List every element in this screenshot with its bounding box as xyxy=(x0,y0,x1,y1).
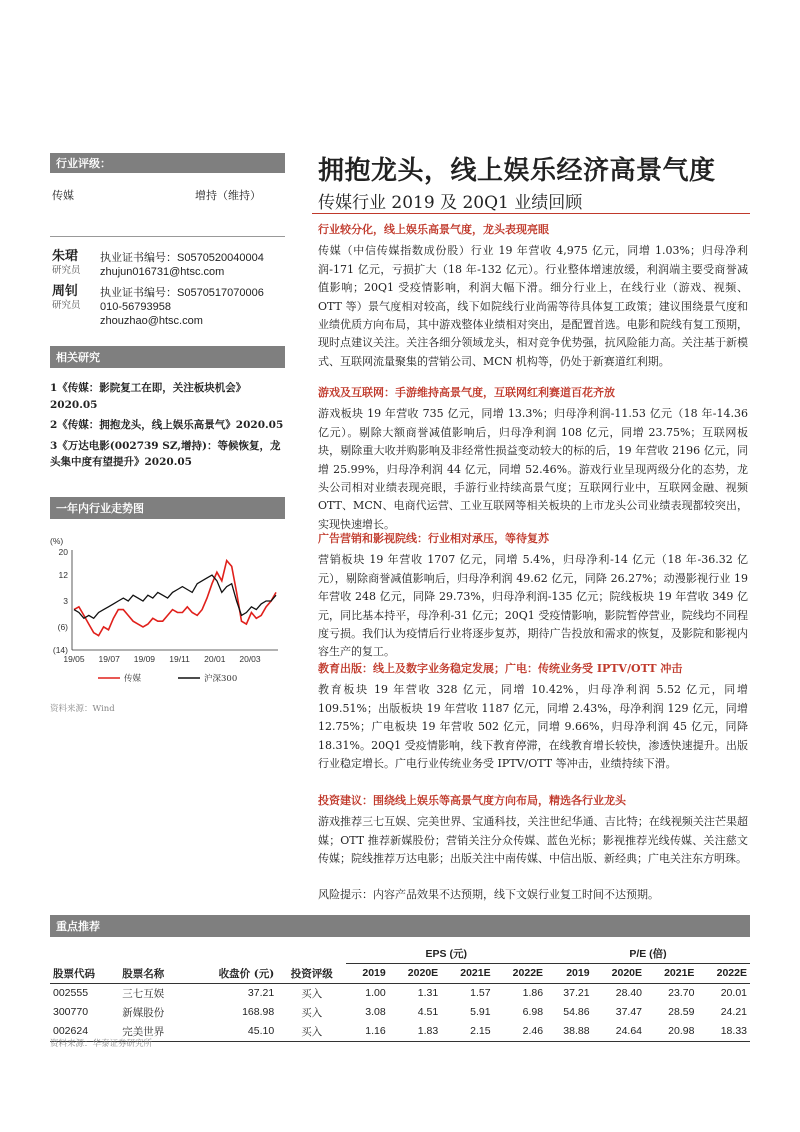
y-tick-label: 12 xyxy=(58,570,68,581)
section-heading: 投资建议：围绕线上娱乐等高景气度方向布局，精选各行业龙头 xyxy=(318,794,626,807)
y-tick-label: 20 xyxy=(58,547,68,557)
series-line-media xyxy=(74,561,276,636)
recommendations-label: 重点推荐 xyxy=(56,921,100,933)
rating: 买入 xyxy=(301,987,323,1000)
related-item[interactable]: 2《传媒：拥抱龙头，线上娱乐高景气》2020.05 xyxy=(50,419,284,431)
pe-2021e: 20.98 xyxy=(668,1025,695,1037)
y-axis-label: (%) xyxy=(50,536,64,546)
pe-2021e: 23.70 xyxy=(668,987,695,999)
legend-label-hs300: 沪深300 xyxy=(204,674,238,684)
eps-2020e: 1.31 xyxy=(417,987,439,999)
x-tick-label: 20/03 xyxy=(239,654,261,664)
trend-bar xyxy=(50,497,285,519)
stock-code: 300770 xyxy=(53,1006,89,1018)
pe-2019: 38.88 xyxy=(563,1025,590,1037)
eps-2022e: 1.86 xyxy=(522,987,544,999)
y-tick-label: (14) xyxy=(52,645,68,655)
analyst-2-contact xyxy=(100,286,264,328)
recommendations-bar xyxy=(50,915,750,937)
y-tick-label: (6) xyxy=(57,621,68,632)
section-games-internet xyxy=(318,384,748,534)
pe-2020e: 28.40 xyxy=(615,987,643,999)
eps-2019: 1.16 xyxy=(365,1025,386,1037)
close-price: 168.98 xyxy=(242,1006,275,1018)
table-header-row xyxy=(50,964,750,984)
analyst-name: 朱珺 xyxy=(52,249,79,264)
section-heading: 行业较分化，线上娱乐高景气度，龙头表现亮眼 xyxy=(318,223,549,236)
section-body: 教育板块 19 年营收 328 亿元，同增 10.42%，归母净利润 5.52 亿元，同增 109.51%；出版板块 19 年营收 1187 亿元，同增 2.43%，母净利润 129 亿元，同增 12.75%；广电板块 19 年营收 502 亿元，同增 9.66%，归母净利润 45 亿元，同降 18.31%。20Q1 受疫情影响，线下教育停滞，在线教育增长较快，渗透快速提升。出版行业稳定增长。广电行业传统业务受 IPTV/OTT 等冲击，业绩持续下滑。 xyxy=(318,683,748,771)
related-research-list xyxy=(50,380,290,471)
analyst-email[interactable]: zhujun016731@htsc.com xyxy=(100,266,225,278)
stock-code: 002555 xyxy=(53,987,89,999)
col-header: 2020E xyxy=(407,967,439,980)
col-header: 收盘价 (元) xyxy=(218,967,275,980)
legend-label-media: 传媒 xyxy=(124,674,142,684)
section-heading: 游戏及互联网：手游维持高景气度，互联网红利赛道百花齐放 xyxy=(318,386,615,399)
rating-divider xyxy=(50,236,285,237)
col-header: 2021E xyxy=(460,967,491,980)
table-group-header xyxy=(50,942,750,964)
rating-bar xyxy=(50,153,285,173)
analyst-role: 研究员 xyxy=(52,265,81,276)
col-header: 投资评级 xyxy=(290,967,333,980)
cert-label: 执业证书编号： xyxy=(100,251,177,264)
eps-2021e: 1.57 xyxy=(470,987,491,999)
eps-2019: 3.08 xyxy=(365,1006,386,1018)
close-price: 45.10 xyxy=(247,1025,275,1037)
eps-2021e: 2.15 xyxy=(470,1025,491,1037)
table-row xyxy=(50,1022,750,1042)
eps-2022e: 6.98 xyxy=(522,1006,544,1018)
section-body: 游戏板块 19 年营收 735 亿元，同增 13.3%；归母净利润-11.53 亿元（18 年-14.36 亿元）。剔除大额商誉减值影响后，归母净利润 108 亿元，同增 23.75%；互联网板块，剔除重大收并购影响及非经常性损益变动较大的标的后，19 年营收 2196 亿元，同增 25.99%，归母净利润 44 亿元，同增 52.46%。游戏行业呈现两级分化的态势，龙头公司相对业绩表现亮眼，手游行业持续高景气度；互联网行业中，互联网金融、视频 OTT、MCN、电商代运营、工业互联网等相关板块的上市龙头公司业绩表现都较突出，实现快速增长。 xyxy=(318,407,748,531)
pe-2022e: 24.21 xyxy=(720,1006,747,1018)
x-tick-label: 19/05 xyxy=(63,654,85,664)
analyst-1 xyxy=(52,250,81,278)
close-price: 37.21 xyxy=(247,987,275,999)
analyst-2 xyxy=(52,285,81,313)
stock-name: 三七互娱 xyxy=(122,987,165,1000)
rating: 买入 xyxy=(301,1006,323,1019)
col-header: 2021E xyxy=(664,967,695,980)
recommendations-table xyxy=(50,942,750,1042)
trend-label: 一年内行业走势图 xyxy=(56,503,144,515)
col-header: 2019 xyxy=(362,967,386,980)
related-item[interactable]: 1《传媒：影院复工在即，关注板块机会》2020.05 xyxy=(50,382,247,411)
industry-rating: 增持（维持） xyxy=(195,189,261,202)
pe-2020e: 24.64 xyxy=(615,1025,643,1037)
eps-2019: 1.00 xyxy=(365,987,386,999)
pe-group-label: P/E (倍) xyxy=(546,942,750,964)
related-label: 相关研究 xyxy=(56,352,100,364)
analyst-email[interactable]: zhouzhao@htsc.com xyxy=(100,315,203,327)
pe-2019: 54.86 xyxy=(563,1006,590,1018)
cert-number: S0570517070006 xyxy=(177,287,264,299)
pe-2019: 37.21 xyxy=(563,987,590,999)
col-header: 2022E xyxy=(512,967,544,980)
eps-2020e: 4.51 xyxy=(417,1006,439,1018)
x-tick-label: 19/07 xyxy=(98,654,120,664)
analyst-phone: 010-56793958 xyxy=(100,301,171,313)
rating-label: 行业评级： xyxy=(56,158,111,170)
risk-warning: 风险提示：内容产品效果不达预期，线下文娱行业复工时间不达预期。 xyxy=(318,888,659,901)
chart-source: 资料来源：Wind xyxy=(50,704,115,714)
eps-2022e: 2.46 xyxy=(522,1025,544,1037)
eps-group-label: EPS (元) xyxy=(346,942,546,964)
section-advertising-film xyxy=(318,530,748,662)
x-tick-label: 20/01 xyxy=(204,654,226,664)
section-heading: 广告营销和影视院线：行业相对承压，等待复苏 xyxy=(318,532,549,545)
analyst-role: 研究员 xyxy=(52,300,81,311)
eps-2020e: 1.83 xyxy=(417,1025,439,1037)
section-body: 传媒（中信传媒指数成份股）行业 19 年营收 4,975 亿元，同增 1.03%；归母净利润-171 亿元，亏损扩大（18 年-132 亿元）。行业整体增速放缓，利润端主要受商誉减值影响；20Q1 受疫情影响，利润大幅下滑。细分行业上，在线行业（游戏、视频、OTT 等）景气度相对较高，线下如院线行业尚需等待具体复工政策；建议围绕景气度和业绩优质方向布局，其中游戏整体业绩相对突出，是配置首选。电影和院线有复工预期，现时点建议关注。关注各细分领域龙头，相对竞争优势强，抗风险能力高。关注基于新模式、互联网流量聚集的营销公司、MCN 机构等，仍处于新赛道红利期。 xyxy=(318,244,748,368)
industry-trend-chart xyxy=(50,532,290,692)
pe-2022e: 18.33 xyxy=(720,1025,747,1037)
stock-name: 新媒股份 xyxy=(122,1006,165,1019)
col-header: 2019 xyxy=(566,967,590,980)
section-education-publishing xyxy=(318,660,748,773)
rating: 买入 xyxy=(301,1025,323,1038)
section-heading: 教育出版：线上及数字业务稳定发展；广电：传统业务受 IPTV/OTT 冲击 xyxy=(318,662,683,675)
table-row xyxy=(50,983,750,1003)
stock-code: 002624 xyxy=(53,1025,89,1037)
table-row xyxy=(50,1003,750,1022)
section-industry-overview xyxy=(318,221,748,371)
table-source: 资料来源：华泰证券研究所 xyxy=(50,1039,153,1049)
pe-2022e: 20.01 xyxy=(720,987,747,999)
report-subtitle: 传媒行业 2019 及 20Q1 业绩回顾 xyxy=(318,193,583,213)
analyst-1-contact xyxy=(100,251,264,279)
col-header: 2022E xyxy=(716,967,747,980)
x-tick-label: 19/09 xyxy=(133,654,156,664)
industry-name: 传媒 xyxy=(52,189,74,202)
related-item[interactable]: 3《万达电影(002739 SZ,增持)：等候恢复，龙头集中度有望提升》2020.05 xyxy=(50,439,281,468)
cert-label: 执业证书编号： xyxy=(100,286,177,299)
report-title: 拥抱龙头，线上娱乐经济高景气度 xyxy=(318,156,716,186)
section-body: 游戏推荐三七互娱、完美世界、宝通科技，关注世纪华通、吉比特；在线视频关注芒果超媒；OTT 推荐新媒股份；营销关注分众传媒、蓝色光标；影视推荐光线传媒、关注慈文传媒；院线推荐万达电影；出版关注中南传媒、中信出版、新经典；广电关注东方明珠。 xyxy=(318,815,748,866)
cert-number: S0570520040004 xyxy=(177,252,264,264)
eps-2021e: 5.91 xyxy=(470,1006,491,1018)
pe-2020e: 37.47 xyxy=(615,1006,643,1018)
col-header: 股票代码 xyxy=(53,967,95,980)
x-tick-label: 19/11 xyxy=(169,654,190,664)
y-tick-label: 3 xyxy=(63,596,68,606)
analyst-name: 周钊 xyxy=(52,284,79,299)
col-header: 股票名称 xyxy=(122,967,165,980)
section-body: 营销板块 19 年营收 1707 亿元，同增 5.4%，归母净利-14 亿元（18 年-36.32 亿元），剔除商誉减值影响后，归母净利润 49.62 亿元，同降 26.27%；动漫影视行业 19 年营收 248 亿元，同降 29.73%，归母净利润-135 亿元；院线板块 19 年营收 349 亿元，同比基本持平，母净利-31 亿元；20Q1 受疫情影响，影院暂停营业，院线均不同程度亏损。我们认为疫情后行业将逐步复苏，期待广告投放和需求的恢复，及影院和影视内容生产的复工。 xyxy=(318,553,748,659)
pe-2021e: 28.59 xyxy=(668,1006,695,1018)
title-divider xyxy=(312,213,750,214)
section-investment-advice xyxy=(318,792,748,869)
stock-name: 完美世界 xyxy=(122,1025,165,1038)
related-research-bar xyxy=(50,346,285,368)
col-header: 2020E xyxy=(611,967,643,980)
